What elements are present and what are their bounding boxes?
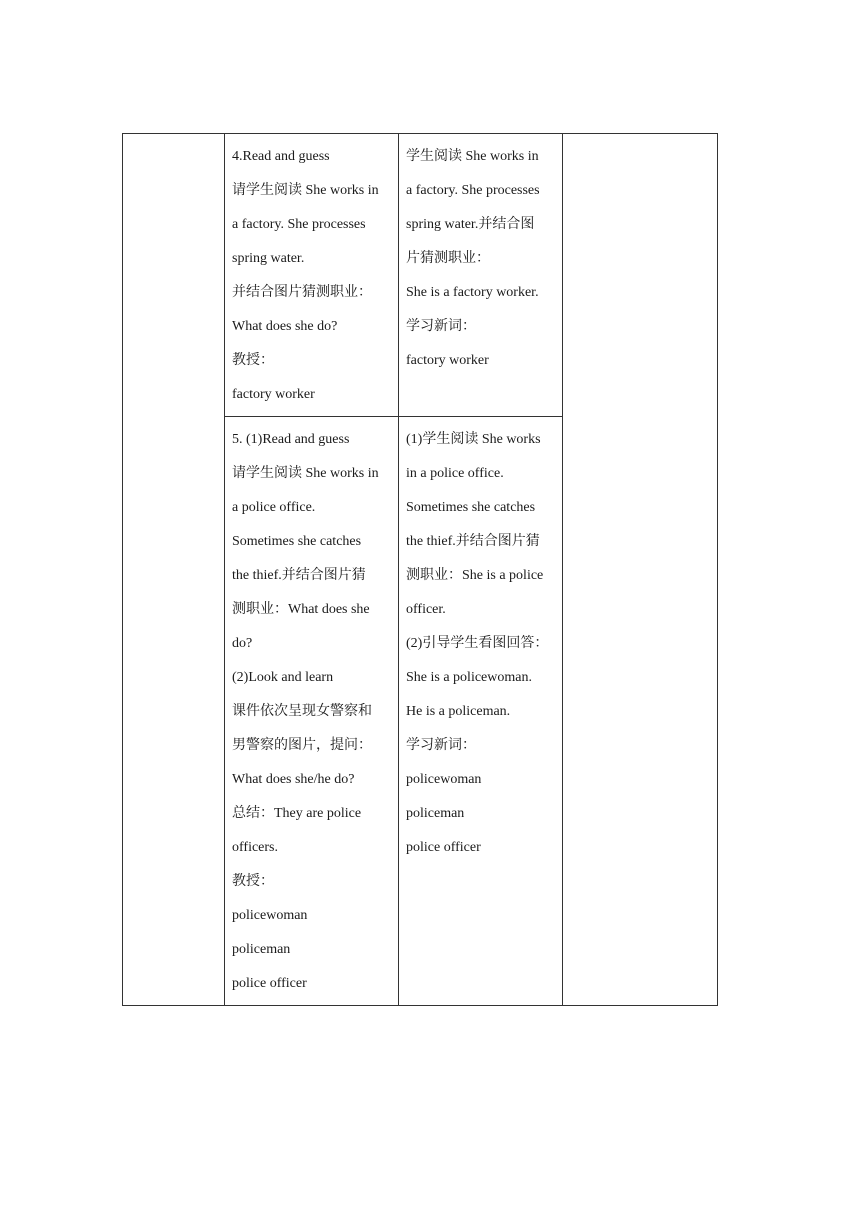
text-line: He is a policeman. xyxy=(406,704,511,719)
text-line: 测职业：She is a police xyxy=(406,568,544,583)
text-line: 4.Read and guess xyxy=(232,149,330,164)
text-line: 学习新词： xyxy=(406,319,476,334)
text-line: 学生阅读 She works in xyxy=(406,149,539,164)
text-line: (2)引导学生看图回答： xyxy=(406,636,549,651)
text-line: 教授： xyxy=(232,874,274,889)
text-line: police officer xyxy=(232,976,307,991)
text-line: policewoman xyxy=(232,908,308,923)
text-line: a factory. She processes xyxy=(232,217,366,232)
text-line: 片猜测职业： xyxy=(406,251,490,266)
text-line: in a police office. xyxy=(406,466,504,481)
text-line: 学习新词： xyxy=(406,738,476,753)
text-line: do? xyxy=(232,636,253,651)
text-line: spring water.并结合图 xyxy=(406,217,535,232)
text-line: 请学生阅读 She works in xyxy=(232,183,379,198)
text-line: 教授： xyxy=(232,353,274,368)
lesson-plan-table xyxy=(122,133,718,1006)
text-line: She is a policewoman. xyxy=(406,670,532,685)
teacher-activity-cell xyxy=(225,134,399,417)
text-line: officer. xyxy=(406,602,446,617)
student-activity-cell xyxy=(399,134,563,417)
table-row xyxy=(123,134,718,417)
text-line: factory worker xyxy=(232,387,315,402)
text-line: spring water. xyxy=(232,251,305,266)
text-line: 总结：They are police xyxy=(232,806,362,821)
teacher-activity-cell xyxy=(225,417,399,1006)
text-line: 请学生阅读 She works in xyxy=(232,466,379,481)
stage-cell xyxy=(123,134,225,1006)
text-line: She is a factory worker. xyxy=(406,285,539,300)
text-line: 测职业：What does she xyxy=(232,602,370,617)
text-line: officers. xyxy=(232,840,278,855)
text-line: What does she/he do? xyxy=(232,772,355,787)
text-line: the thief.并结合图片猜 xyxy=(232,568,366,583)
text-line: the thief.并结合图片猜 xyxy=(406,534,540,549)
text-line: Sometimes she catches xyxy=(406,500,536,515)
text-line: policewoman xyxy=(406,772,482,787)
text-line: 并结合图片猜测职业： xyxy=(232,285,372,300)
text-line: What does she do? xyxy=(232,319,338,334)
text-line: factory worker xyxy=(406,353,489,368)
text-line: 课件依次呈现女警察和 xyxy=(232,704,372,719)
student-activity-cell xyxy=(399,417,563,1006)
text-line: policeman xyxy=(406,806,465,821)
text-line: (2)Look and learn xyxy=(232,670,334,685)
text-line: police officer xyxy=(406,840,481,855)
text-line: a police office. xyxy=(232,500,316,515)
text-line: (1)学生阅读 She works xyxy=(406,432,541,447)
text-line: Sometimes she catches xyxy=(232,534,362,549)
text-line: a factory. She processes xyxy=(406,183,540,198)
text-line: policeman xyxy=(232,942,291,957)
text-line: 5. (1)Read and guess xyxy=(232,432,350,447)
purpose-cell xyxy=(563,134,718,1006)
text-line: 男警察的图片，提问： xyxy=(232,738,372,753)
